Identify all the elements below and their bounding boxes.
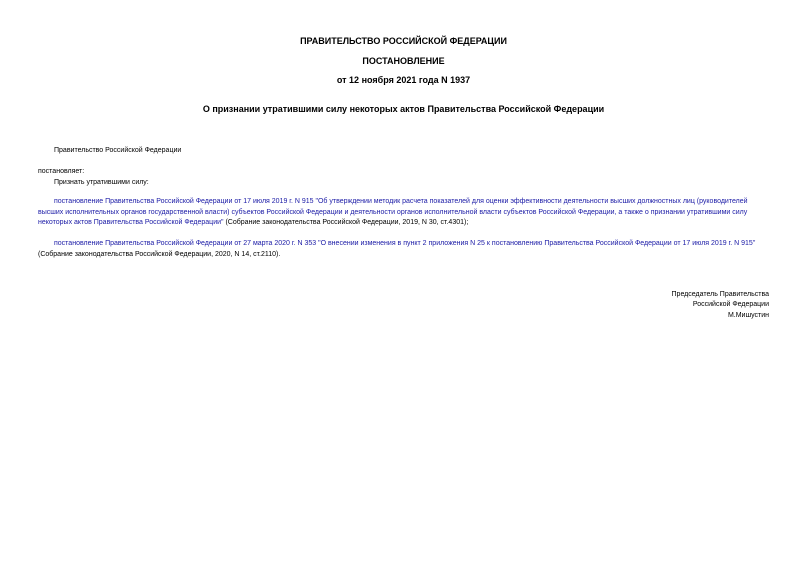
intro-text: Правительство Российской Федерации: [54, 147, 182, 154]
signatory-name: М.Мишустин: [727, 312, 769, 319]
list-item: [38, 197, 770, 229]
decree-link[interactable]: постановление Правительства Российской Федерации от 17 июля 2019 г. N 915 "Об утверждении методик расчета показателей для оценки эффективности деятельности высших должностных лиц (руководителей высших исполнительных органов государственной власти) субъектов Российской Федерации и деятельности органов исполнительной власти субъектов Российской Федерации, а также о признании утратившими силу некоторых актов Правительства Российской Федерации": [38, 198, 748, 226]
date-and-number: от 12 ноября 2021 года N 1937: [336, 75, 471, 85]
source-reference: (Собрание законодательства Российской Федерации, 2020, N 14, ст.2110).: [38, 250, 281, 258]
decree-link[interactable]: постановление Правительства Российской Федерации от 27 марта 2020 г. N 353 "О внесении изменения в пункт 2 приложения N 25 к постановлению Правительства Российской Федерации от 17 июля 2019 г. N 915": [54, 240, 756, 247]
decrees-text: постановляет:: [38, 168, 85, 175]
signature-title: Председатель Правительства: [671, 291, 769, 298]
government-heading: ПРАВИТЕЛЬСТВО РОССИЙСКОЙ ФЕДЕРАЦИИ: [300, 36, 507, 46]
document-title: О признании утратившими силу некоторых актов Правительства Российской Федерации: [202, 104, 605, 114]
source-reference: (Собрание законодательства Российской Федерации, 2019, N 30, ст.4301);: [223, 219, 469, 226]
document-type: ПОСТАНОВЛЕНИЕ: [362, 56, 445, 66]
action-text: Признать утратившими силу:: [54, 179, 149, 186]
signature-office: Российской Федерации: [692, 301, 769, 308]
list-item: [38, 239, 770, 260]
